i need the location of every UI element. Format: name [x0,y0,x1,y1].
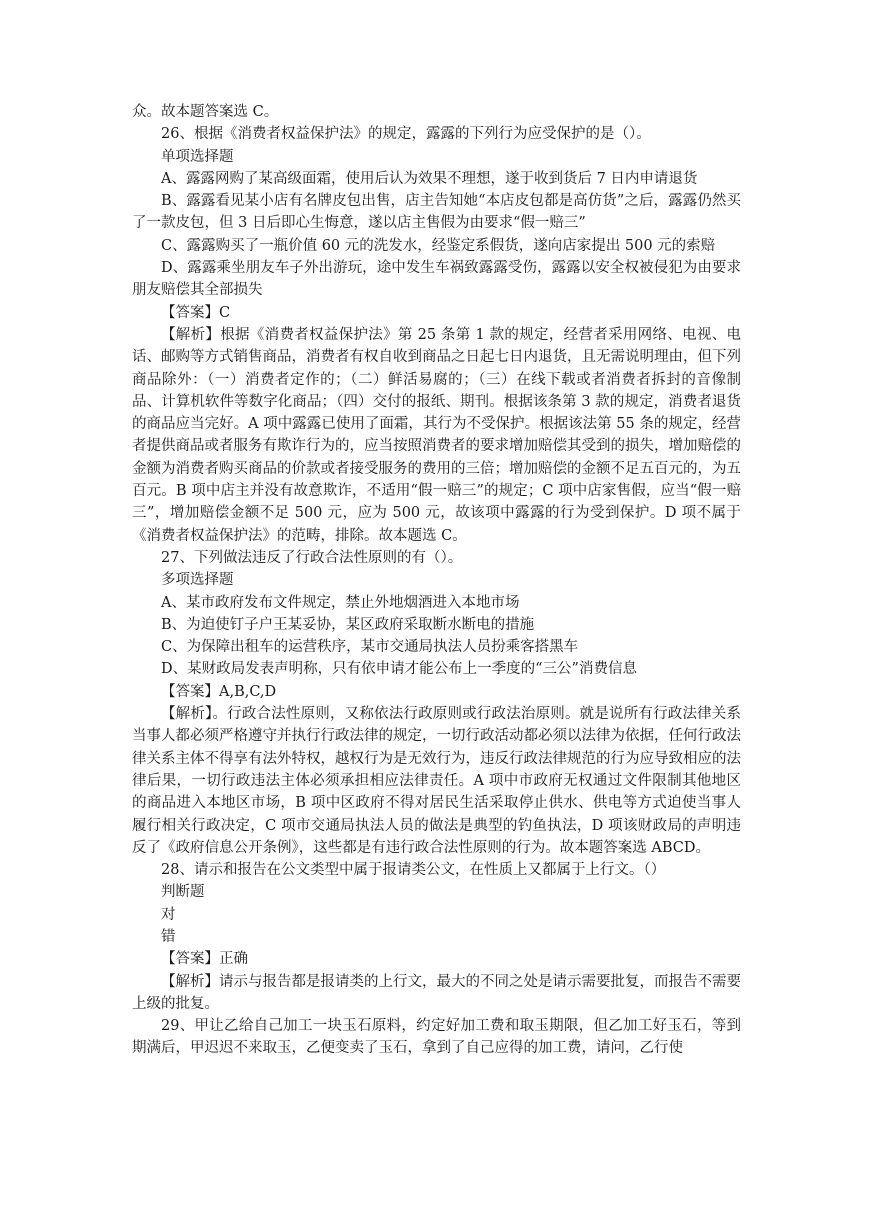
question-26 [132,123,741,547]
answer: 【答案】C [161,304,231,321]
question-stem: 27、下列做法违反了行政合法性原则的有（）。 [161,549,463,566]
option-a: A、露露网购了某高级面霜，使用后认为效果不理想，遂于收到货后 7 日内申请退货 [161,170,698,187]
analysis: 【解析】根据《消费者权益保护法》第 25 条第 1 款的规定，经营者采用网络、电视、电话、邮购等方式销售商品，消费者有权自收到商品之日起七日内退货，且无需说明理由，但下列商品除外：（一）消费者定作的；（二）鲜活易腐的；（三）在线下载或者消费者拆封的音像制品、计算机软件等数字化商品；（四）交付的报纸、期刊。根据该条第 3 款的规定，消费者退货的商品应当完好。A 项中露露已使用了面霜，其行为不受保护。根据该法第 55 条的规定，经营者提供商品或者服务有欺诈行为的，应当按照消费者的要求增加赔偿其受到的损失，增加赔偿的金额为消费者购买商品的价款或者接受服务的费用的三倍；增加赔偿的金额不足五百元的，为五百元。B 项中店主并没有故意欺诈，不适用“假一赔三”的规定；C 项中店家售假，应当“假一赔三”，增加赔偿金额不足 500 元，应为 500 元，故该项中露露的行为受到保护。D 项不属于《消费者权益保护法》的范畴，排除。故本题选 C。 [132,326,741,544]
question-type: 多项选择题 [161,572,234,589]
option-d: D、露露乘坐朋友车子外出游玩，途中发生车祸致露露受伤，露露以安全权被侵犯为由要求朋友赔偿其全部损失 [132,260,741,299]
option-b: B、露露看见某小店有名牌皮包出售，店主告知她“本店皮包都是高仿货”之后，露露仍然买了一款皮包，但 3 日后即心生悔意，遂以店主售假为由要求“假一赔三” [132,193,741,232]
question-29 [132,1015,741,1060]
option-c: C、为保障出租车的运营秩序，某市交通局执法人员扮乘客搭黑车 [161,639,579,656]
analysis: 【解析】请示与报告都是报请类的上行文，最大的不同之处是请示需要批复，而报告不需要上级的批复。 [132,973,741,1012]
question-type: 单项选择题 [161,148,234,165]
option-d: D、某财政局发表声明称，只有依申请才能公布上一季度的“三公”消费信息 [161,661,637,678]
option-c: C、露露购买了一瓶价值 60 元的洗发水，经鉴定系假货，遂向店家提出 500 元的索赔 [161,237,716,254]
question-stem: 28、请示和报告在公文类型中属于报请类公文，在性质上又都属于上行文。（） [161,862,666,879]
question-27 [132,547,741,859]
option-true: 对 [161,906,176,923]
analysis: 【解析】。行政合法性原则，又称依法行政原则或行政法治原则。就是说所有行政法律关系当事人都必须严格遵守并执行行政法律的规定，一切行政活动都必须以法律为依据，任何行政法律关系主体不得享有法外特权，越权行为是无效行为，违反行政法律规范的行为应导致相应的法律后果，一切行政违法主体必须承担相应法律责任。A 项中市政府无权通过文件限制其他地区的商品进入本地区市场，B 项中区政府不得对居民生活采取停止供水、供电等方式迫使当事人履行相关行政决定，C 项市交通局执法人员的做法是典型的钓鱼执法，D 项该财政局的声明违反了《政府信息公开条例》，这些都是有违行政合法性原则的行为。故本题答案选 ABCD。 [132,706,741,856]
answer: 【答案】正确 [161,951,248,968]
question-28 [132,859,741,1015]
question-stem: 29、甲让乙给自己加工一块玉石原料，约定好加工费和取玉期限，但乙加工好玉石，等到期满后，甲迟迟不来取玉，乙便变卖了玉石，拿到了自己应得的加工费，请问，乙行使 [132,1018,741,1057]
question-stem: 26、根据《消费者权益保护法》的规定，露露的下列行为应受保护的是（）。 [161,126,651,143]
option-b: B、为迫使钉子户王某妥协，某区政府采取断水断电的措施 [161,616,535,633]
previous-question-tail: 众。故本题答案选 C。 [132,104,279,120]
option-false: 错 [161,928,176,945]
question-type: 判断题 [161,884,205,901]
answer: 【答案】A,B,C,D [161,683,277,700]
option-a: A、某市政府发布文件规定，禁止外地烟酒进入本地市场 [161,594,520,611]
